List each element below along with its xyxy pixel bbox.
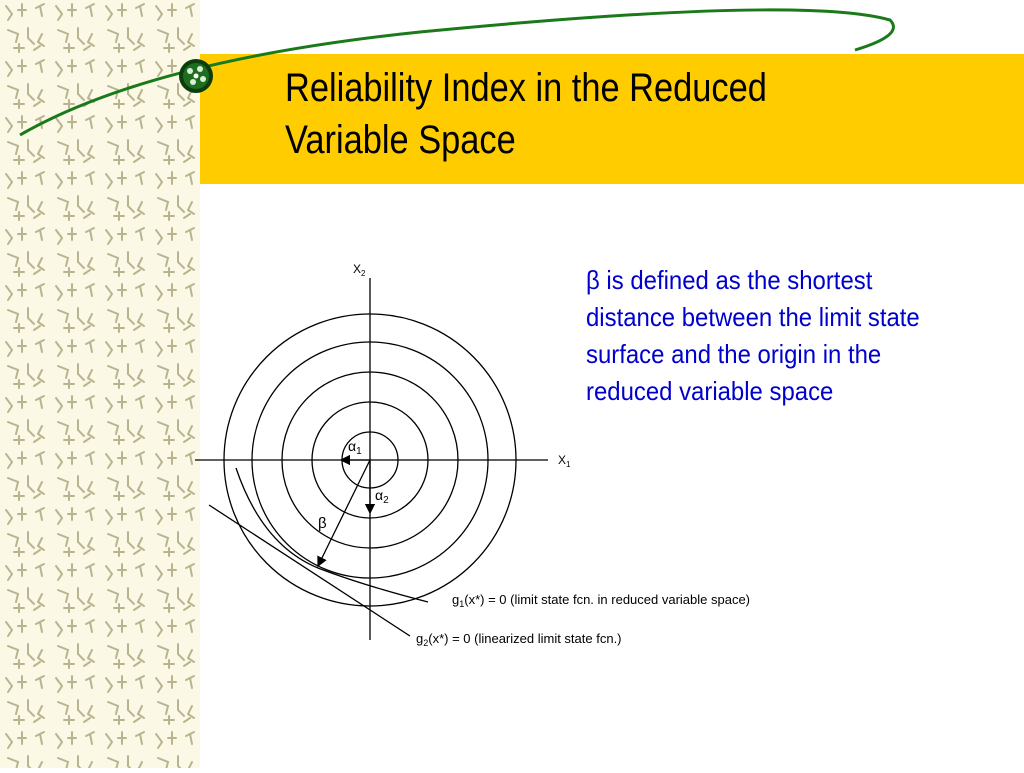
definition-line-3: surface and the origin in the [586,339,882,369]
x1-axis-label: $X_1$ [558,453,571,469]
definition-line-4: reduced variable space [586,376,834,406]
g2-label: $g_2(x*) = 0$ (linearized limit state fcn.) [416,631,622,648]
definition-line-2: distance between the limit state [586,302,920,332]
slide-title-line2: Variable Space [285,118,516,162]
alpha2-label: $\alpha_2$ [375,487,389,506]
alpha1-label: $\alpha_1$ [348,438,362,457]
x2-axis-label: $X_2$ [353,262,366,278]
beta-label: β [318,515,327,532]
g1-label: $g_1(x*) = 0$ (limit state fcn. in reduced variable space) [452,592,751,609]
limit-state-curve-g1 [236,468,428,602]
definition-line-1-text: is defined as the shortest [599,265,873,295]
beta-symbol: β [586,265,600,295]
beta-vector [318,460,370,566]
slide-title-line1: Reliability Index in the Reduced [285,66,767,110]
